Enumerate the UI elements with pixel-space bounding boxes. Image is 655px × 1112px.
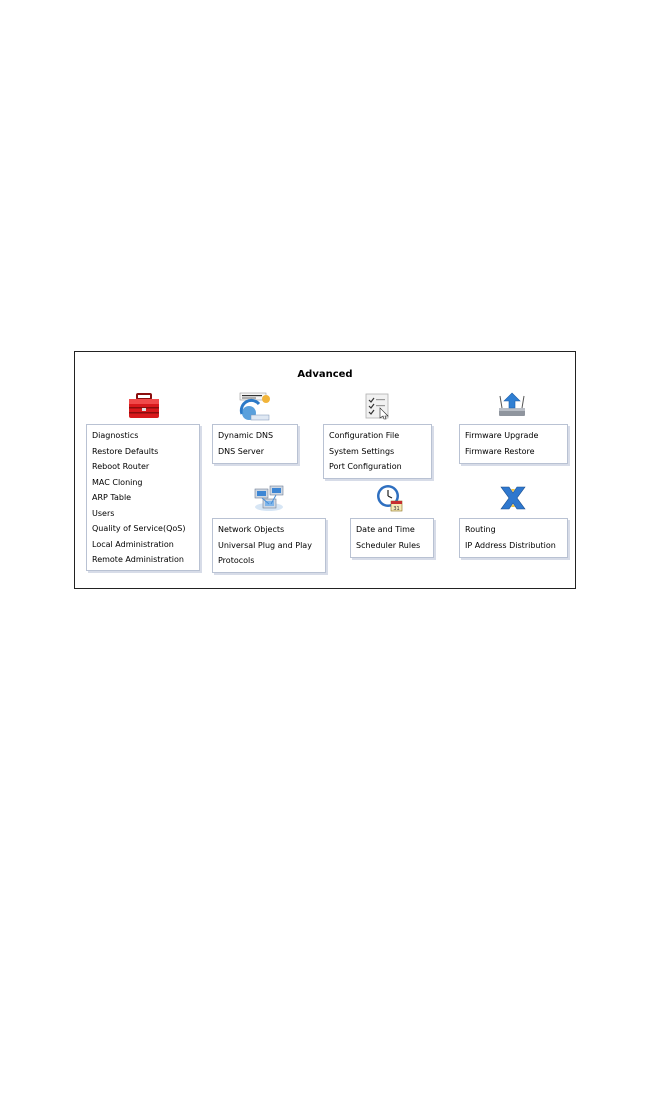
firmware-menu-box <box>459 424 568 464</box>
menu-item-remote-administration[interactable]: Remote Administration <box>92 555 184 564</box>
tools-menu-box <box>86 424 200 571</box>
menu-item-configuration-file[interactable]: Configuration File <box>329 431 400 440</box>
clock-calendar-icon[interactable] <box>373 483 405 513</box>
menu-item-mac-cloning[interactable]: MAC Cloning <box>92 477 143 487</box>
menu-item-network-objects[interactable]: Network Objects <box>218 525 285 534</box>
menu-item-routing[interactable]: Routing <box>465 525 496 534</box>
menu-item-diagnostics[interactable]: Diagnostics <box>92 431 139 440</box>
menu-item-users[interactable]: Users <box>92 508 115 518</box>
panel-title: Advanced <box>297 369 353 380</box>
routing-arrows-icon[interactable] <box>497 483 529 513</box>
menu-item-reboot-router[interactable]: Reboot Router <box>92 462 150 471</box>
menu-item-qos[interactable]: Quality of Service(QoS) <box>92 524 186 533</box>
menu-item-dynamic-dns[interactable]: Dynamic DNS <box>218 431 274 440</box>
menu-item-local-administration[interactable]: Local Administration <box>92 539 174 549</box>
menu-item-scheduler-rules[interactable]: Scheduler Rules <box>356 540 421 550</box>
menu-item-date-and-time[interactable]: Date and Time <box>356 525 415 534</box>
menu-item-port-configuration[interactable]: Port Configuration <box>329 462 402 471</box>
menu-item-universal-plug-and-play[interactable]: Universal Plug and Play <box>218 540 312 550</box>
network-menu-box <box>212 518 326 573</box>
router-upload-icon[interactable] <box>496 390 528 420</box>
time-menu-box <box>350 518 434 558</box>
menu-item-firmware-upgrade[interactable]: Firmware Upgrade <box>465 431 539 440</box>
network-computers-icon[interactable] <box>252 483 286 513</box>
menu-item-system-settings[interactable]: System Settings <box>329 446 395 456</box>
checklist-icon[interactable] <box>362 392 394 420</box>
menu-item-dns-server[interactable]: DNS Server <box>218 446 264 456</box>
menu-item-arp-table[interactable]: ARP Table <box>92 493 132 502</box>
menu-item-protocols[interactable]: Protocols <box>218 556 255 565</box>
advanced-panel <box>74 351 576 589</box>
menu-item-firmware-restore[interactable]: Firmware Restore <box>465 446 535 456</box>
menu-item-restore-defaults[interactable]: Restore Defaults <box>92 446 159 456</box>
dns-menu-box <box>212 424 298 464</box>
dynamic-dns-icon[interactable] <box>237 392 273 422</box>
toolbox-icon[interactable] <box>127 392 161 420</box>
svg-text:31: 31 <box>393 506 400 512</box>
routing-menu-box <box>459 518 568 558</box>
config-menu-box <box>323 424 432 479</box>
menu-item-ip-address-distribution[interactable]: IP Address Distribution <box>465 540 556 550</box>
